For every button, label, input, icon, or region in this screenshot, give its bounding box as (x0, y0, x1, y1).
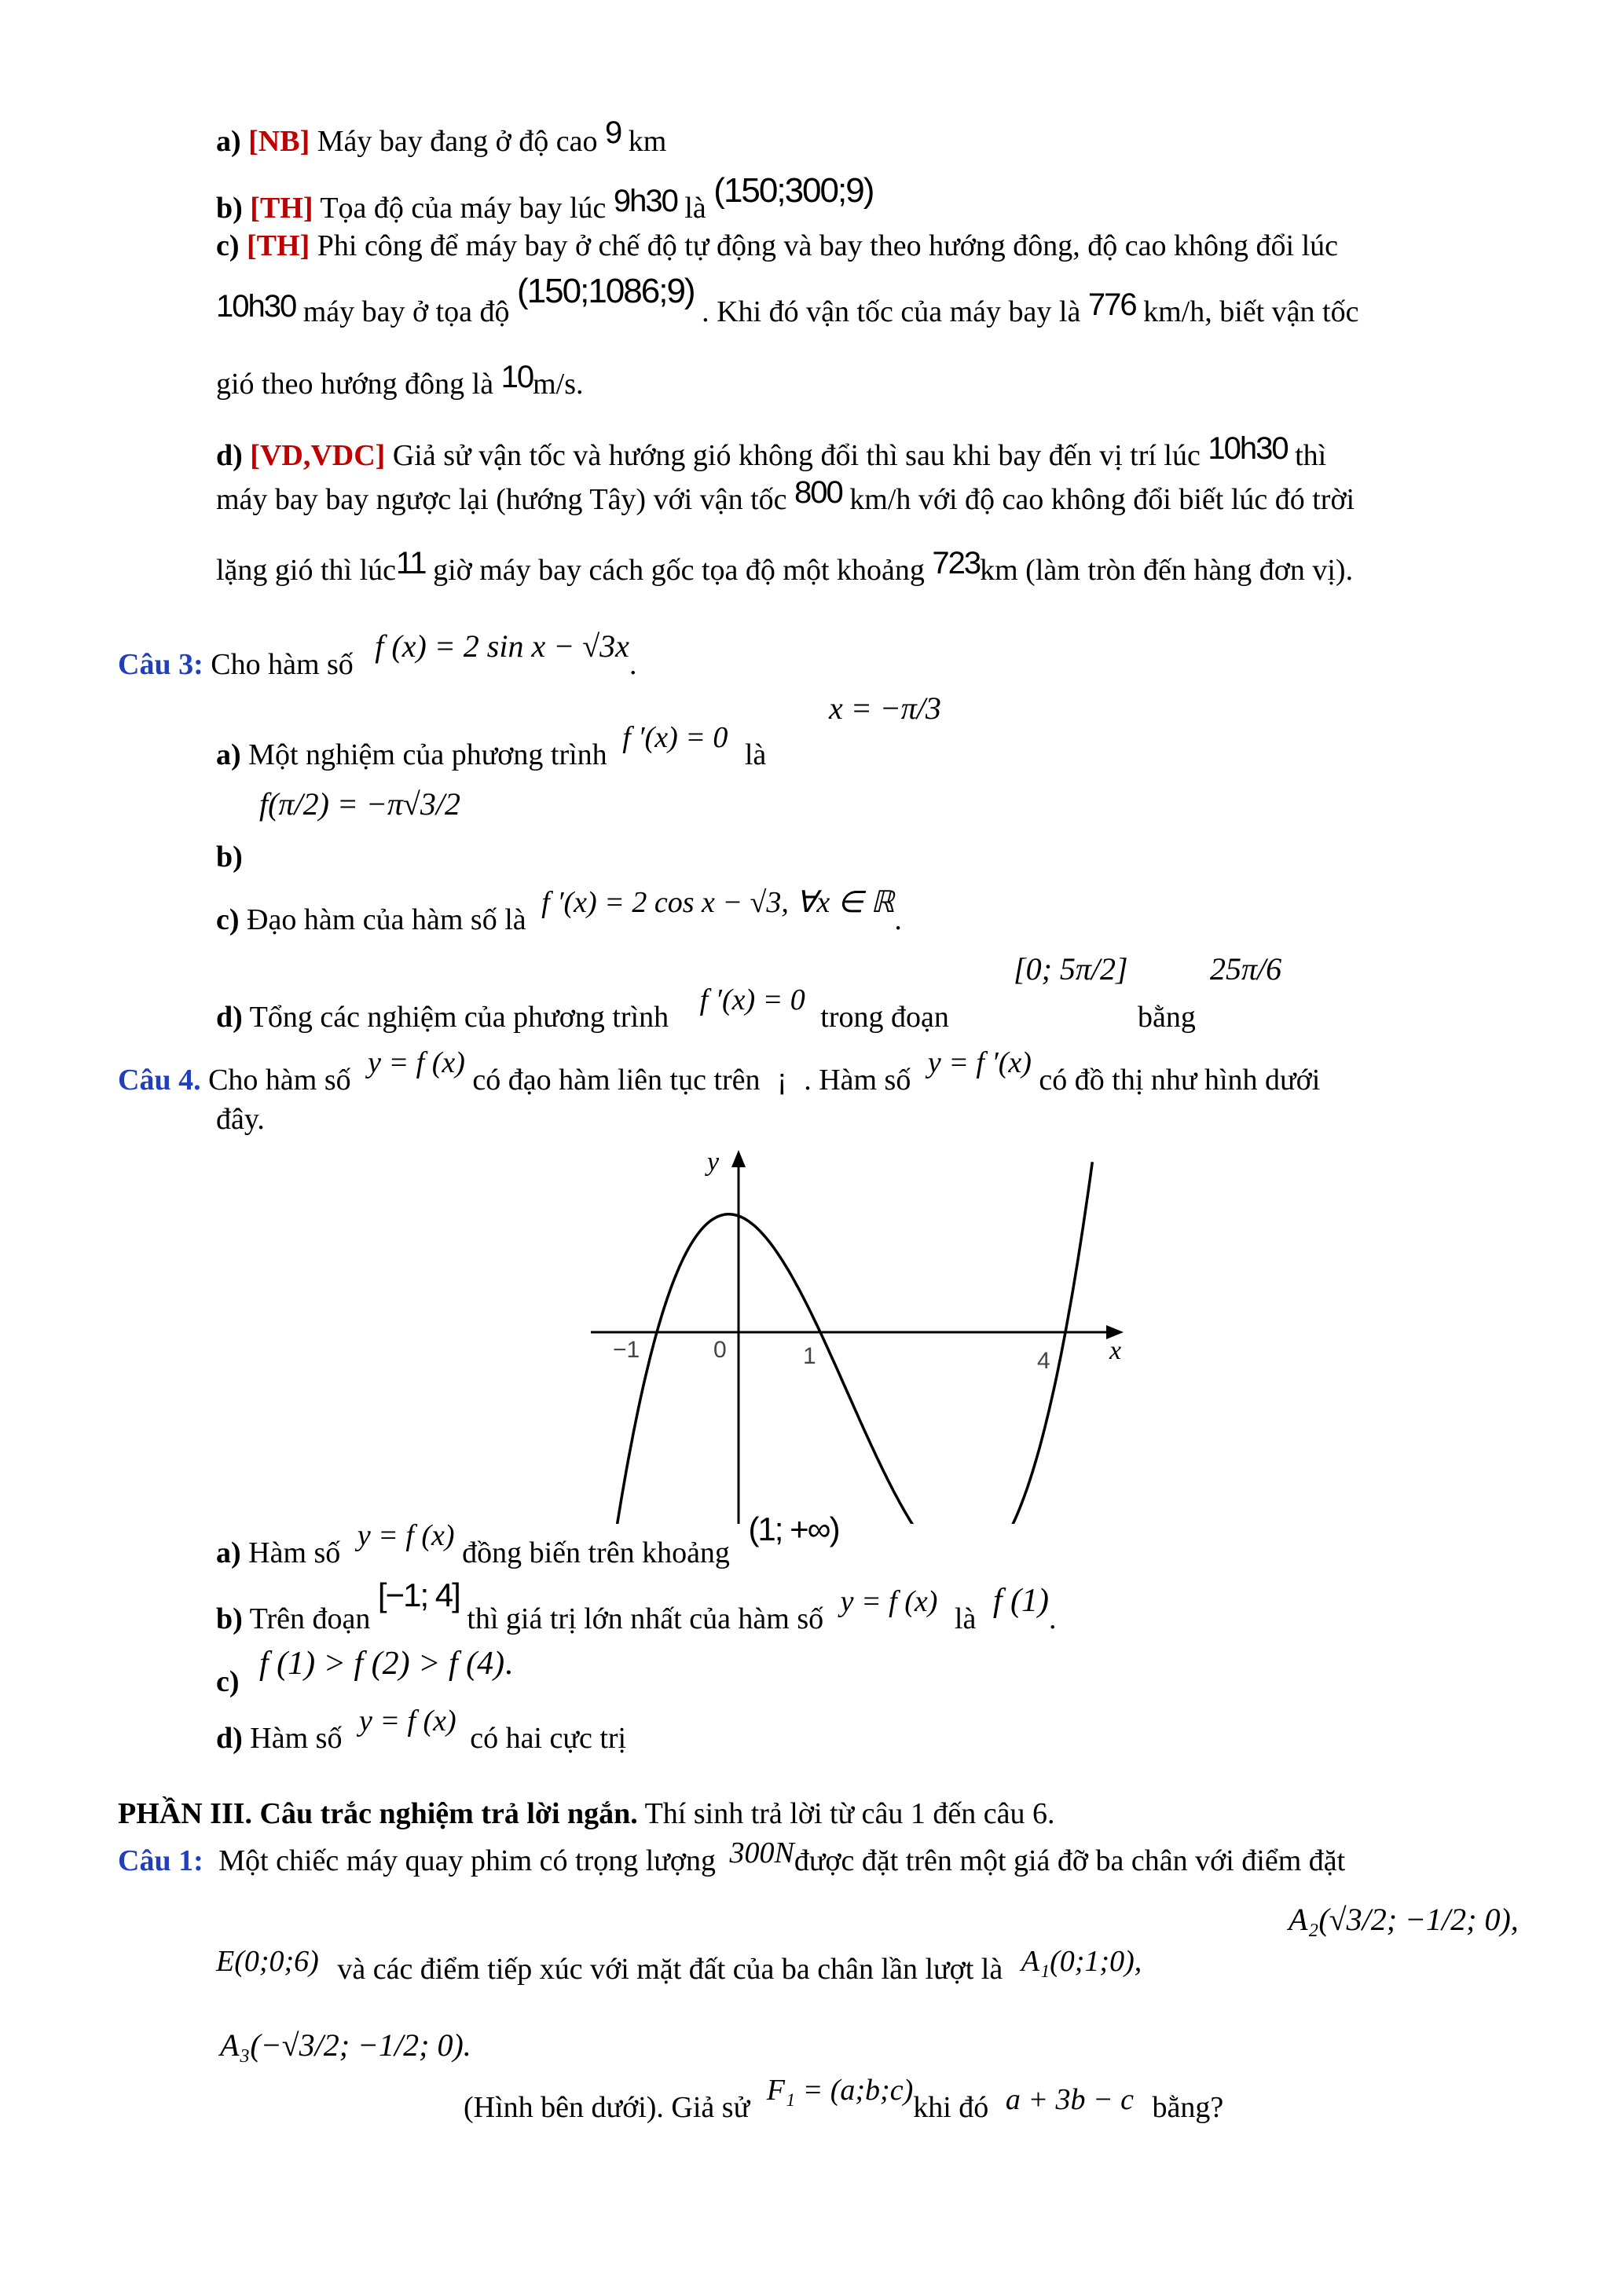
cau3-item-b: b) (216, 840, 243, 873)
tick-label-1: 1 (803, 1343, 816, 1369)
cau3-item-a: a) Một nghiệm của phương trình f ′(x) = 0 là (216, 721, 767, 771)
tick-label-0: 0 (713, 1337, 727, 1363)
cau1-line1: Câu 1: Một chiếc máy quay phim có trọng lượng 300Nđược đặt trên một giá đỡ ba chân với điểm đặt (118, 1836, 1346, 1877)
q2-item-d-line3: lặng gió thì lúc11 giờ máy bay cách gốc tọa độ một khoảng 723km (làm tròn đến hàng đơn vị). (216, 546, 1354, 587)
cau3-intro: Câu 3: Cho hàm số f (x) = 2 sin x − √3x. (118, 628, 637, 681)
cau3-a-solution: x = −π/3 (829, 690, 941, 726)
derivative-graph (581, 1131, 1147, 1524)
cau3-item-d: d) Tổng các nghiệm của phương trình f ′(x) = 0 trong đoạn (216, 983, 949, 1034)
cau3-item-c: c) Đạo hàm của hàm số là f ′(x) = 2 cos x − √3, ∀x ∈ ℝ. (216, 886, 902, 936)
tick-label-4: 4 (1037, 1348, 1050, 1374)
part3-heading: PHẦN III. Câu trắc nghiệm trả lời ngắn. Thí sinh trả lời từ câu 1 đến câu 6. (118, 1797, 1055, 1830)
cau3-d-interval: [0; 5π/2] (1014, 951, 1128, 987)
cau1-line2: E(0;0;6) và các điểm tiếp xúc với mặt đất của ba chân lần lượt là A₁(0;1;0), (216, 1945, 1142, 1986)
cau1-A2: A₂(√3/2; −1/2; 0), (1289, 1902, 1519, 1937)
derivative-curve (612, 1162, 1093, 1524)
cau3-b-equation: f(π/2) = −π√3/2 (259, 786, 460, 822)
q2-item-a: a) [NB] Máy bay đang ở độ cao 9 km (216, 115, 667, 158)
cau4-item-c: c) (216, 1665, 240, 1698)
cau4-item-b: b) Trên đoạn [−1; 4] thì giá trị lớn nhất của hàm số y = f (x) là f (1). (216, 1576, 1057, 1635)
cau3-d-t3: bằng (1138, 1001, 1196, 1034)
tick-label-minus1: −1 (613, 1337, 640, 1363)
x-axis-label: x (1109, 1336, 1122, 1365)
cau4-item-d: d) Hàm số y = f (x) có hai cực trị (216, 1705, 627, 1755)
q2-item-b: b) [TH] Tọa độ của máy bay lúc 9h30 là (150;300;9) (216, 171, 874, 225)
q2-item-c-line2: 10h30 máy bay ở tọa độ (150;1086;9) . Khi đó vận tốc của máy bay là 776 km/h, biết vận tốc (216, 272, 1359, 328)
cau4-intro: Câu 4. Cho hàm số y = f (x) có đạo hàm liên tục trên ¡ . Hàm số y = f ′(x) có đồ thị như hình dưới (118, 1046, 1321, 1097)
q2-item-c-line1: c) [TH] Phi công để máy bay ở chế độ tự động và bay theo hướng đông, độ cao không đổi lúc (216, 229, 1339, 262)
cau1-A3: A₃(−√3/2; −1/2; 0). (220, 2027, 471, 2063)
y-axis-arrow (731, 1150, 746, 1167)
cau4-item-a: a) Hàm số y = f (x) đồng biến trên khoảng (1; +∞) (216, 1511, 839, 1569)
cau4-c-inequality: f (1) > f (2) > f (4). (259, 1646, 513, 1682)
q2-item-d-line2: máy bay bay ngược lại (hướng Tây) với vận tốc 800 km/h với độ cao không đổi biết lúc đó trời (216, 475, 1355, 516)
cau4-intro-line2: đây. (216, 1103, 265, 1136)
cau1-line4: (Hình bên dưới). Giả sử F₁ = (a;b;c)khi đó a + 3b − c bằng? (464, 2074, 1224, 2124)
y-axis-label: y (707, 1148, 720, 1177)
cau3-d-value: 25π/6 (1210, 951, 1282, 987)
q2-item-c-line3: gió theo hướng đông là 10m/s. (216, 360, 584, 401)
q2-item-d-line1: d) [VD,VDC] Giả sử vận tốc và hướng gió không đổi thì sau khi bay đến vị trí lúc 10h30 thì (216, 431, 1327, 472)
